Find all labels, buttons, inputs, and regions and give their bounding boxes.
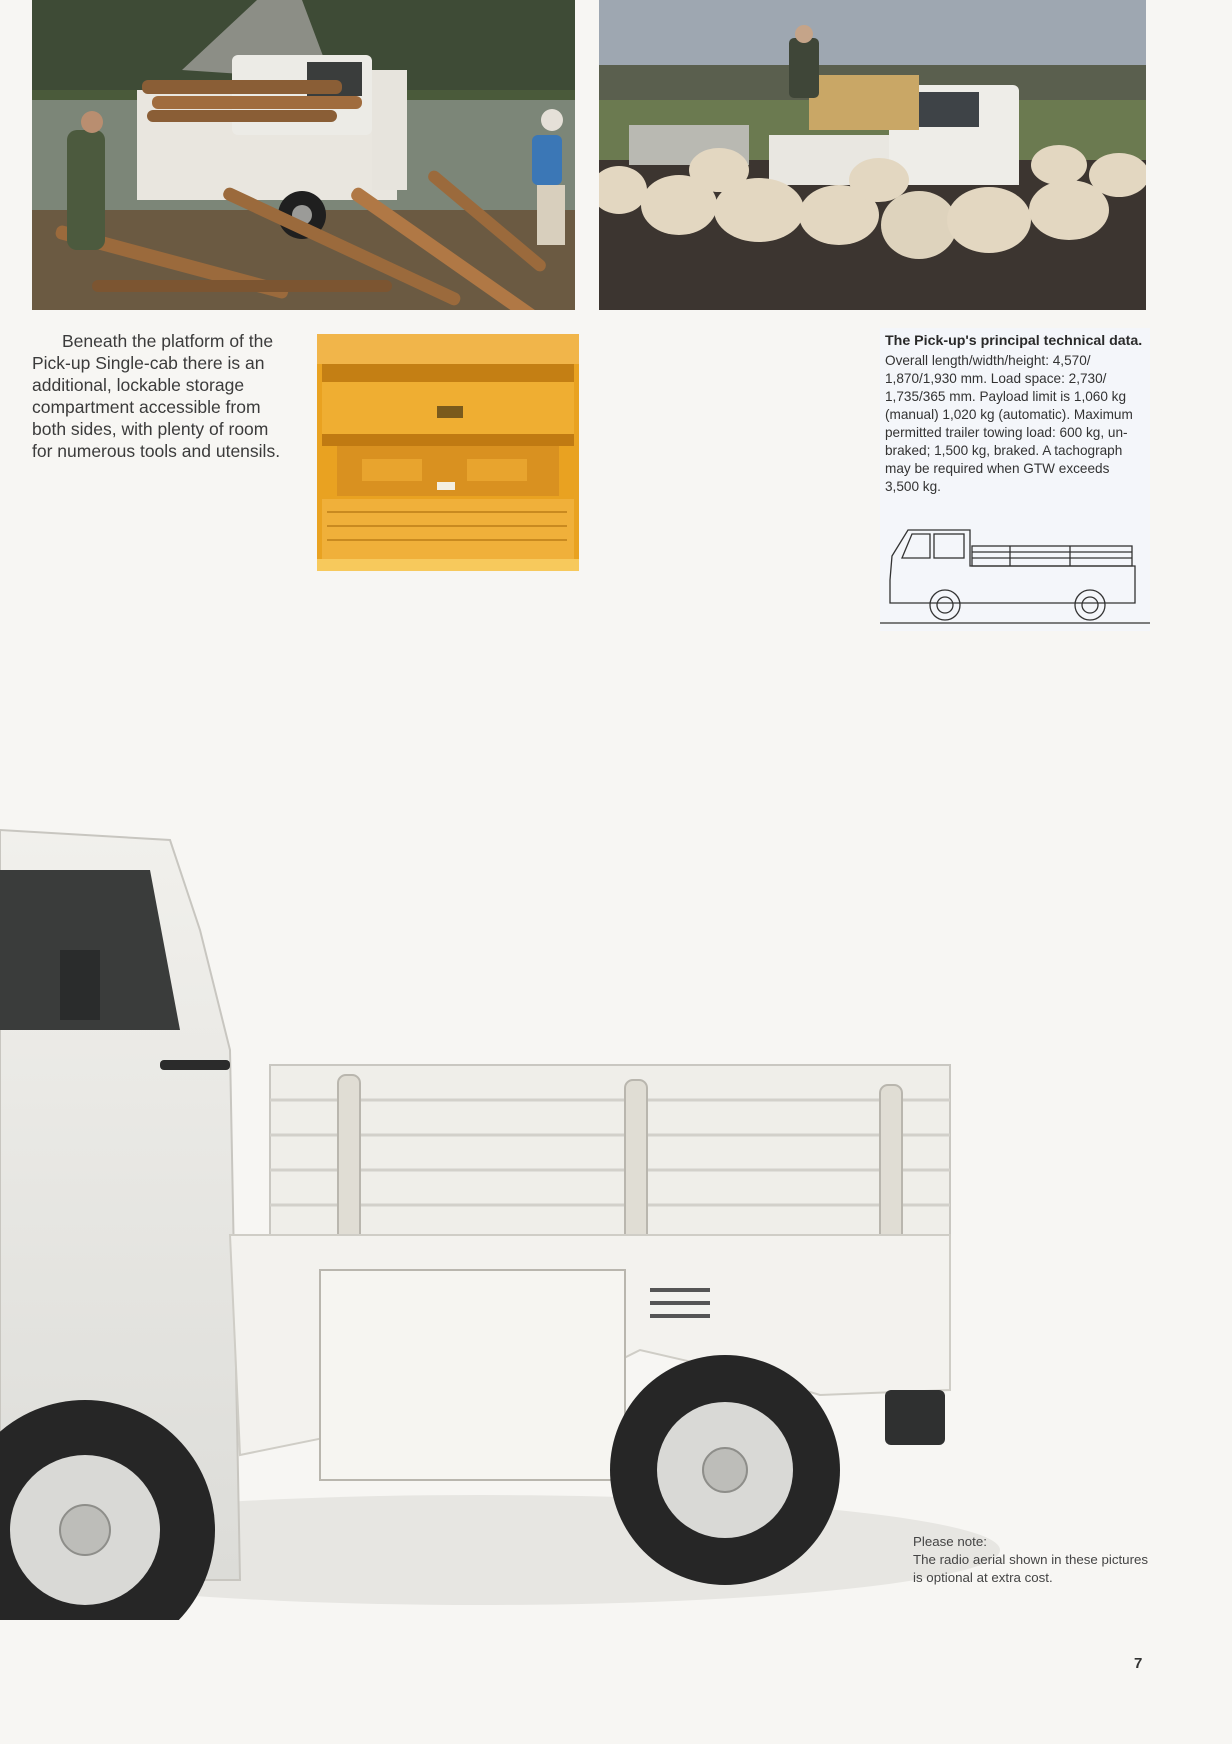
body-text-line: additional, lockable storage bbox=[32, 375, 245, 395]
storage-compartment-photo bbox=[317, 334, 579, 571]
page-number: 7 bbox=[1134, 1655, 1143, 1672]
body-text bbox=[32, 330, 298, 462]
technical-data-line: braked; 1,500 kg, braked. A tachograph bbox=[885, 443, 1123, 458]
technical-data-line: 3,500 kg. bbox=[885, 479, 941, 494]
please-note-heading: Please note: bbox=[913, 1534, 987, 1549]
technical-data-line: 1,735/365 mm. Payload limit is 1,060 kg bbox=[885, 389, 1127, 404]
technical-data-line: permitted trailer towing load: 600 kg, un- bbox=[885, 425, 1128, 440]
pickup-line-drawing bbox=[880, 508, 1150, 631]
technical-data-title: The Pick-up's principal technical data. bbox=[885, 333, 1143, 349]
technical-data-line: (manual) 1,020 kg (automatic). Maximum bbox=[885, 407, 1133, 422]
white-pickup-side-photo bbox=[0, 790, 1000, 1620]
technical-data-line: may be required when GTW exceeds bbox=[885, 461, 1110, 476]
technical-data-box bbox=[880, 328, 1150, 631]
technical-data-line: 1,870/1,930 mm. Load space: 2,730/ bbox=[885, 371, 1107, 386]
body-text-line: compartment accessible from bbox=[32, 397, 261, 417]
body-text-line: Pick-up Single-cab there is an bbox=[32, 353, 265, 373]
body-text-line: both sides, with plenty of room bbox=[32, 419, 269, 439]
pickup-with-logs-photo bbox=[32, 0, 575, 310]
body-text-line: for numerous tools and utensils. bbox=[32, 441, 281, 461]
pickup-with-sheep-photo bbox=[599, 0, 1146, 310]
please-note-line: The radio aerial shown in these pictures bbox=[913, 1552, 1149, 1567]
technical-data-line: Overall length/width/height: 4,570/ bbox=[885, 353, 1091, 368]
body-text-line: Beneath the platform of the bbox=[62, 331, 274, 351]
please-note-line: is optional at extra cost. bbox=[913, 1570, 1053, 1585]
technical-data-body bbox=[885, 352, 1149, 496]
please-note bbox=[913, 1533, 1173, 1587]
